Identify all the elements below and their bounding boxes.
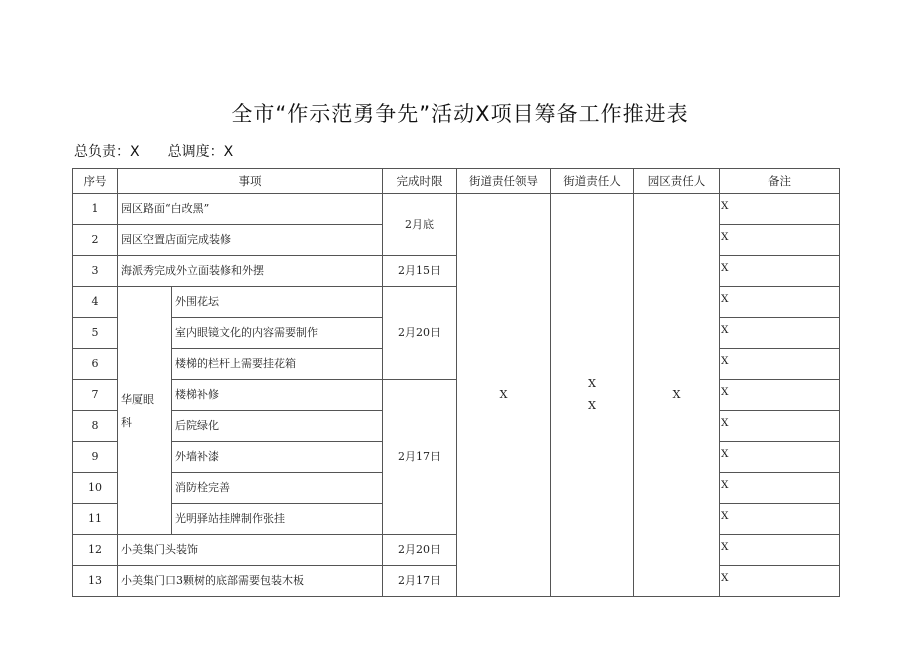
table-row (73, 535, 840, 566)
row-no: 5 (73, 318, 118, 349)
row-item: 小美集门头装饰 (118, 535, 383, 566)
note-cell: X (720, 349, 840, 380)
row-no: 1 (73, 194, 118, 225)
responsibility-line (74, 141, 233, 161)
deadline-cell: 2月20日 (383, 287, 457, 380)
row-item: 小美集门口3颗树的底部需要包装木板 (118, 566, 383, 597)
table-row (73, 194, 840, 225)
row-no: 13 (73, 566, 118, 597)
row-no: 12 (73, 535, 118, 566)
header-park-person: 园区责任人 (634, 169, 720, 194)
header-item: 事项 (118, 169, 383, 194)
street-person-cell (551, 194, 634, 597)
note-cell: X (720, 194, 840, 225)
row-item: 园区空置店面完成装修 (118, 225, 383, 256)
table-row (73, 287, 840, 318)
progress-table (72, 168, 840, 597)
row-item: 楼梯的栏杆上需要挂花箱 (172, 349, 383, 380)
deadline-cell: 2月20日 (383, 535, 457, 566)
row-item: 室内眼镜文化的内容需要制作 (172, 318, 383, 349)
dispatch-label: 总调度：X (167, 144, 234, 160)
header-street-leader: 街道责任领导 (457, 169, 551, 194)
row-no: 2 (73, 225, 118, 256)
row-item: 海派秀完成外立面装修和外摆 (118, 256, 383, 287)
table-header-row (73, 169, 840, 194)
row-item: 后院绿化 (172, 411, 383, 442)
row-no: 9 (73, 442, 118, 473)
row-no: 3 (73, 256, 118, 287)
row-no: 4 (73, 287, 118, 318)
header-note: 备注 (720, 169, 840, 194)
park-person-cell: X (634, 194, 720, 597)
note-cell: X (720, 504, 840, 535)
note-cell: X (720, 318, 840, 349)
chief-label: 总负责：X (74, 144, 140, 160)
row-item: 楼梯补修 (172, 380, 383, 411)
table-row (73, 380, 840, 411)
row-item: 园区路面“白改黑” (118, 194, 383, 225)
note-cell: X (720, 473, 840, 504)
street-leader-cell: X (457, 194, 551, 597)
note-cell: X (720, 287, 840, 318)
street-person-value: X (588, 399, 596, 412)
row-no: 11 (73, 504, 118, 535)
deadline-cell: 2月15日 (383, 256, 457, 287)
table-row (73, 256, 840, 287)
row-no: 6 (73, 349, 118, 380)
note-cell: X (720, 256, 840, 287)
header-deadline: 完成时限 (383, 169, 457, 194)
note-cell: X (720, 442, 840, 473)
row-no: 7 (73, 380, 118, 411)
row-no: 10 (73, 473, 118, 504)
note-cell: X (720, 566, 840, 597)
row-item: 外围花坛 (172, 287, 383, 318)
row-item: 外墙补漆 (172, 442, 383, 473)
row-no: 8 (73, 411, 118, 442)
note-cell: X (720, 535, 840, 566)
page-title: 全市“作示范勇争先”活动X项目筹备工作推进表 (231, 102, 689, 126)
group-label-cell (118, 287, 172, 535)
row-item: 光明驿站挂牌制作张挂 (172, 504, 383, 535)
group-label-line: 科 (121, 415, 132, 429)
header-street-person: 街道责任人 (551, 169, 634, 194)
deadline-cell: 2月底 (383, 194, 457, 256)
group-label-line: 华厦眼 (121, 392, 154, 406)
deadline-cell: 2月17日 (383, 380, 457, 535)
table-row (73, 566, 840, 597)
note-cell: X (720, 380, 840, 411)
row-item: 消防栓完善 (172, 473, 383, 504)
note-cell: X (720, 411, 840, 442)
street-person-value: X (588, 377, 596, 390)
note-cell: X (720, 225, 840, 256)
deadline-cell: 2月17日 (383, 566, 457, 597)
header-no: 序号 (73, 169, 118, 194)
